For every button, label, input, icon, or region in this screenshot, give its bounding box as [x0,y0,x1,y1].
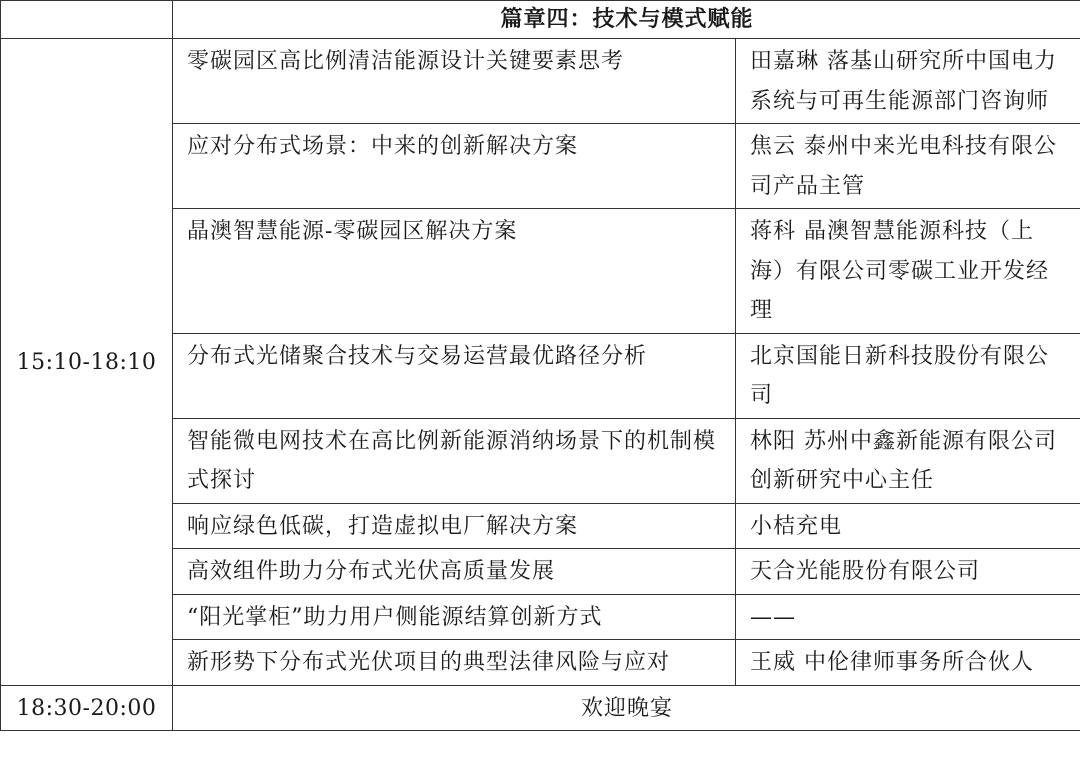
talk-title: 应对分布式场景：中来的创新解决方案 [173,124,736,209]
talk-speaker: 天合光能股份有限公司 [736,549,1080,595]
talk-speaker: —— [736,594,1080,640]
talk-speaker: 北京国能日新科技股份有限公司 [736,333,1080,418]
talk-title: “阳光掌柜”助力用户侧能源结算创新方式 [173,594,736,640]
table-row [1,39,1080,124]
banquet-event: 欢迎晚宴 [173,685,1080,731]
talk-title: 晶澳智慧能源-零碳园区解决方案 [173,209,736,334]
blank-time-cell [1,1,173,39]
talk-title: 响应绿色低碳，打造虚拟电厂解决方案 [173,503,736,549]
banquet-time: 18:30-20:00 [1,685,173,731]
talk-title: 新形势下分布式光伏项目的典型法律风险与应对 [173,640,736,686]
talk-title: 高效组件助力分布式光伏高质量发展 [173,549,736,595]
talk-speaker: 田嘉琳 落基山研究所中国电力系统与可再生能源部门咨询师 [736,39,1080,124]
session-time: 15:10-18:10 [1,39,173,686]
talk-speaker: 王威 中伦律师事务所合伙人 [736,640,1080,686]
banquet-row [1,685,1080,731]
talk-speaker: 焦云 泰州中来光电科技有限公司产品主管 [736,124,1080,209]
chapter-header-row [1,1,1080,39]
talk-speaker: 林阳 苏州中鑫新能源有限公司创新研究中心主任 [736,418,1080,503]
talk-speaker: 小桔充电 [736,503,1080,549]
chapter-title: 篇章四：技术与模式赋能 [173,1,1080,39]
talk-title: 零碳园区高比例清洁能源设计关键要素思考 [173,39,736,124]
talk-title: 智能微电网技术在高比例新能源消纳场景下的机制模式探讨 [173,418,736,503]
talk-speaker: 蒋科 晶澳智慧能源科技（上海）有限公司零碳工业开发经理 [736,209,1080,334]
talk-title: 分布式光储聚合技术与交易运营最优路径分析 [173,333,736,418]
